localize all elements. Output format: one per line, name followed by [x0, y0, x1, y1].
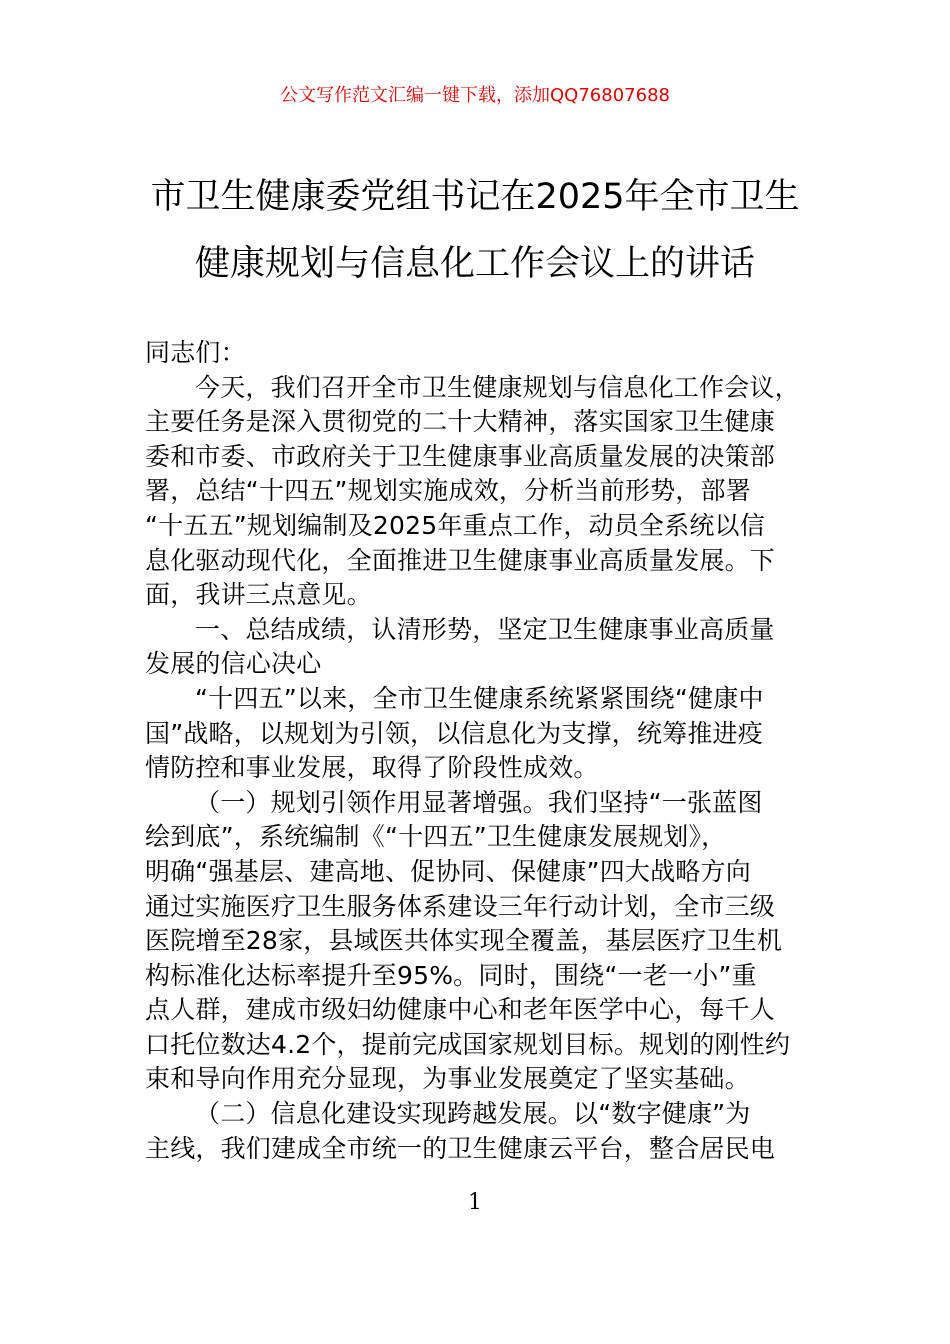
paragraph-line: “十五五”规划编制及2025年重点工作，动员全系统以信	[145, 510, 765, 540]
paragraph-line: 明确“强基层、建高地、促协同、保健康”四大战略方向	[145, 856, 751, 886]
paragraph-line: “十四五”以来，全市卫生健康系统紧紧围绕“健康中	[195, 683, 764, 713]
section-heading-line: 发展的信心决心	[145, 649, 322, 679]
paragraph-line: 通过实施医疗卫生服务体系建设三年行动计划，全市三级	[145, 891, 776, 921]
paragraph-line: 面，我讲三点意见。	[145, 580, 372, 610]
paragraph-line: 绘到底”，系统编制《“十四五”卫生健康发展规划》，	[145, 822, 727, 852]
document-title-line-1: 市卫生健康委党组书记在2025年全市卫生	[150, 177, 800, 217]
paragraph-line: 署，总结“十四五”规划实施成效，分析当前形势，部署	[145, 476, 751, 506]
paragraph-line: 情防控和事业发展，取得了阶段性成效。	[145, 753, 599, 783]
salutation: 同志们：	[145, 338, 246, 367]
document-title-line-2: 健康规划与信息化工作会议上的讲话	[194, 244, 755, 284]
paragraph-line: （一）规划引领作用显著增强。我们坚持“一张蓝图	[195, 787, 763, 817]
paragraph-line: 主要任务是深入贯彻党的二十大精神，落实国家卫生健康	[145, 407, 776, 437]
paragraph-line: 束和导向作用充分显现，为事业发展奠定了坚实基础。	[145, 1064, 750, 1094]
paragraph-line: 构标准化达标率提升至95%。同时，围绕“一老一小”重	[145, 960, 757, 990]
section-heading-line: 一、总结成绩，认清形势，坚定卫生健康事业高质量	[195, 614, 775, 644]
page-number: 1	[468, 1190, 482, 1215]
paragraph-line: 国”战略，以规划为引领，以信息化为支撑，统筹推进疫	[145, 718, 763, 748]
paragraph-line: （二）信息化建设实现跨越发展。以“数字健康”为	[195, 1099, 751, 1129]
paragraph-line: 今天，我们召开全市卫生健康规划与信息化工作会议，	[195, 372, 800, 402]
download-banner: 公文写作范文汇编一键下载，添加QQ76807688	[280, 85, 670, 106]
paragraph-line: 委和市委、市政府关于卫生健康事业高质量发展的决策部	[145, 441, 776, 471]
paragraph-line: 息化驱动现代化，全面推进卫生健康事业高质量发展。下	[145, 545, 776, 575]
paragraph-line: 医院增至28家，县域医共体实现全覆盖，基层医疗卫生机	[145, 926, 783, 956]
paragraph-line: 主线，我们建成全市统一的卫生健康云平台，整合居民电	[145, 1133, 776, 1163]
speech-body	[145, 336, 815, 1166]
paragraph-line: 口托位数达4.2个，提前完成国家规划目标。规划的刚性约	[145, 1029, 791, 1059]
paragraph-line: 点人群，建成市级妇幼健康中心和老年医学中心，每千人	[145, 995, 776, 1025]
